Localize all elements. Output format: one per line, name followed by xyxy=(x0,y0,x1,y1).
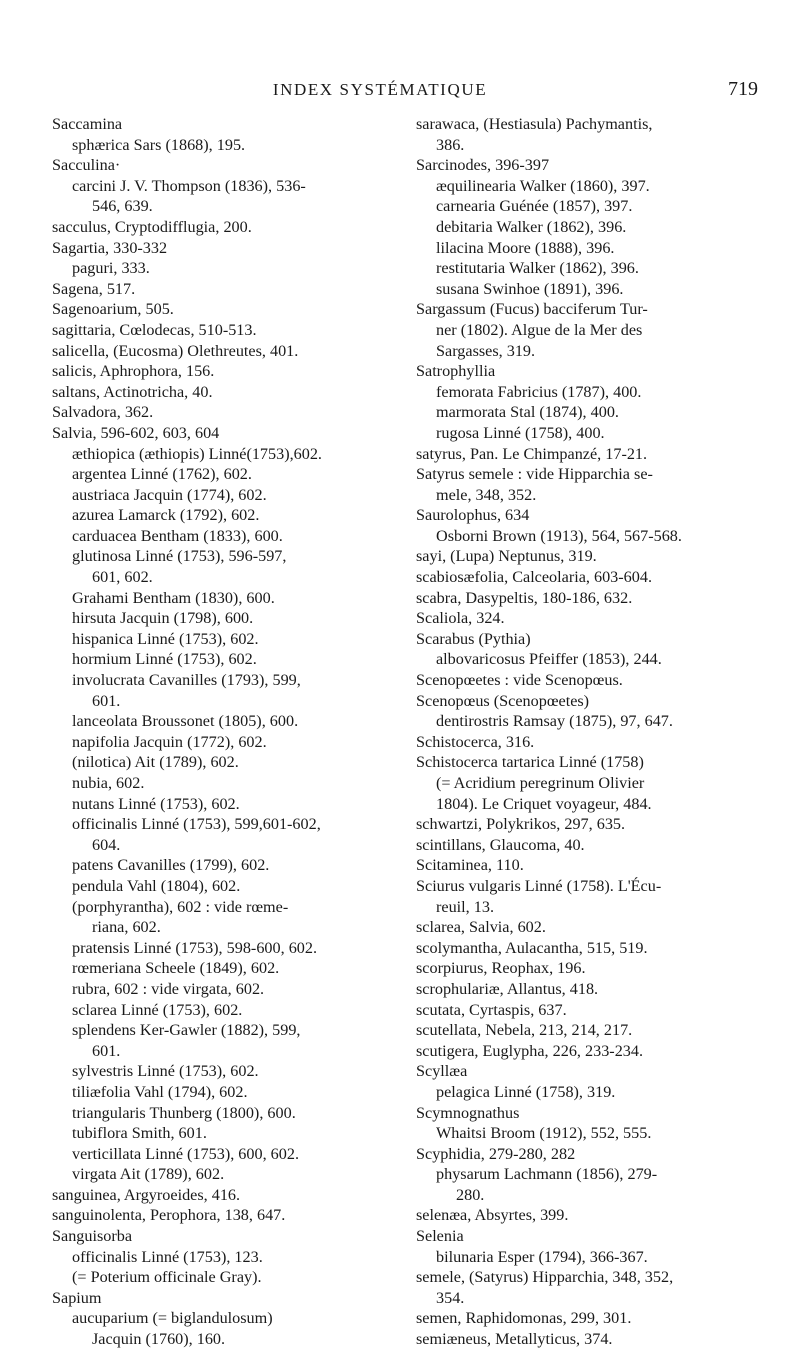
index-entry xyxy=(416,855,784,876)
index-entry xyxy=(52,320,420,341)
index-entry xyxy=(52,1288,420,1309)
index-subentry xyxy=(52,732,420,753)
index-entry-line: ner (1802). Algue de la Mer des xyxy=(436,320,643,339)
index-entry xyxy=(52,382,420,403)
index-entry-line: mele, 348, 352. xyxy=(436,485,537,504)
index-subentry xyxy=(52,485,420,506)
index-subentry xyxy=(52,876,420,897)
index-entry xyxy=(416,691,784,712)
index-entry-line: rugosa Linné (1758), 400. xyxy=(436,423,605,442)
index-subentry xyxy=(52,1082,420,1103)
page-header xyxy=(0,78,800,108)
index-subentry xyxy=(52,1061,420,1082)
index-entry xyxy=(416,876,784,917)
index-entry-line: salicis, Aphrophora, 156. xyxy=(52,362,215,381)
index-entry-line: dentirostris Ramsay (1875), 97, 647. xyxy=(436,712,673,731)
index-entry xyxy=(416,979,784,1000)
index-entry-line: Salvadora, 362. xyxy=(52,403,154,422)
index-entry-line: salicella, (Eucosma) Olethreutes, 401. xyxy=(52,341,299,360)
index-entry xyxy=(52,1226,420,1247)
index-subentry xyxy=(52,773,420,794)
index-entry-line: Whaitsi Broom (1912), 552, 555. xyxy=(436,1124,652,1143)
index-subentry xyxy=(52,752,420,773)
index-entry-line: sacculus, Cryptodifflugia, 200. xyxy=(52,217,252,236)
index-subentry xyxy=(52,526,420,547)
index-entry-line: Saccamina xyxy=(52,115,123,133)
index-entry xyxy=(416,1267,784,1308)
index-entry-line: semiæneus, Metallyticus, 374. xyxy=(416,1330,613,1349)
index-subentry xyxy=(52,855,420,876)
index-entry-line: Sanguisorba xyxy=(52,1227,133,1246)
index-entry-line: virgata Ait (1789), 602. xyxy=(72,1165,225,1184)
index-entry-line: Sargasses, 319. xyxy=(436,341,536,360)
index-entry-line: semele, (Satyrus) Hipparchia, 348, 352, xyxy=(416,1268,674,1287)
index-entry xyxy=(52,361,420,382)
index-entry-line: rœmeriana Scheele (1849), 602. xyxy=(72,959,280,978)
index-subentry xyxy=(416,1123,784,1144)
index-entry xyxy=(416,588,784,609)
index-entry xyxy=(52,114,420,135)
index-entry xyxy=(416,567,784,588)
index-entry-line: æthiopica (æthiopis) Linné(1753),602. xyxy=(72,444,322,463)
index-entry xyxy=(416,114,784,155)
index-entry xyxy=(52,1205,420,1226)
index-entry-line: sarawaca, (Hestiasula) Pachymantis, xyxy=(416,115,653,133)
index-subentry xyxy=(416,258,784,279)
index-entry-line: scutellata, Nebela, 213, 214, 217. xyxy=(416,1021,633,1040)
index-entry-line: Sargassum (Fucus) bacciferum Tur- xyxy=(416,300,648,319)
index-entry-line: Scitaminea, 110. xyxy=(416,856,524,875)
index-entry xyxy=(52,402,420,423)
index-entry-line: nubia, 602. xyxy=(72,774,145,792)
index-entry-line: Schistocerca, 316. xyxy=(416,732,535,751)
index-subentry xyxy=(416,423,784,444)
index-entry-line: Sacculina· xyxy=(52,156,121,175)
index-entry-line: splendens Ker-Gawler (1882), 599, xyxy=(72,1021,301,1040)
index-entry xyxy=(52,341,420,362)
index-entry xyxy=(416,814,784,835)
index-entry-line: (nilotica) Ait (1789), 602. xyxy=(72,753,239,772)
index-entry-line: Osborni Brown (1913), 564, 567-568. xyxy=(436,526,682,545)
index-entry xyxy=(416,1103,784,1124)
index-subentry xyxy=(416,1082,784,1103)
index-entry-line: sanguinea, Argyroeides, 416. xyxy=(52,1185,241,1204)
index-entry xyxy=(416,1041,784,1062)
index-entry-line: saltans, Actinotricha, 40. xyxy=(52,382,213,401)
index-subentry xyxy=(416,402,784,423)
index-entry xyxy=(416,752,784,814)
index-entry-line: (porphyrantha), 602 : vide rœme- xyxy=(72,897,289,916)
index-entry-line: sylvestris Linné (1753), 602. xyxy=(72,1062,259,1081)
index-subentry xyxy=(52,670,420,711)
index-entry-line: Sagartia, 330-332 xyxy=(52,238,168,257)
index-subentry xyxy=(52,505,420,526)
index-entry-line: Saurolophus, 634 xyxy=(416,506,530,525)
index-subentry xyxy=(52,588,420,609)
index-entry xyxy=(416,546,784,567)
index-entry-line: schwartzi, Polykrikos, 297, 635. xyxy=(416,815,626,834)
index-entry xyxy=(416,938,784,959)
index-entry-line: (= Acridium peregrinum Olivier xyxy=(436,774,645,792)
index-subentry xyxy=(416,176,784,197)
index-entry xyxy=(52,299,420,320)
index-entry-line: marmorata Stal (1874), 400. xyxy=(436,403,619,422)
index-entry xyxy=(52,217,420,238)
index-entry xyxy=(416,361,784,382)
index-entry xyxy=(416,505,784,526)
index-entry-line: carnearia Guénée (1857), 397. xyxy=(436,197,633,216)
index-entry-line: satyrus, Pan. Le Chimpanzé, 17-21. xyxy=(416,444,648,463)
index-entry xyxy=(416,1000,784,1021)
index-entry-line: femorata Fabricius (1787), 400. xyxy=(436,382,642,401)
index-entry-line: (= Poterium officinale Gray). xyxy=(72,1268,262,1287)
left-index-column xyxy=(52,114,420,1350)
index-subentry xyxy=(52,1164,420,1185)
index-subentry xyxy=(52,546,420,587)
index-entry-line: Salvia, 596-602, 603, 604 xyxy=(52,423,220,442)
index-entry-line: Scenopœus (Scenopœetes) xyxy=(416,691,590,710)
index-entry xyxy=(416,1329,784,1350)
index-subentry xyxy=(52,1020,420,1061)
index-entry xyxy=(416,1061,784,1082)
index-entry-line: lanceolata Broussonet (1805), 600. xyxy=(72,712,299,731)
index-entry-line: scolymantha, Aulacantha, 515, 519. xyxy=(416,938,648,957)
index-entry-line: scrophulariæ, Allantus, 418. xyxy=(416,979,599,998)
index-entry-line: sanguinolenta, Perophora, 138, 647. xyxy=(52,1206,286,1225)
index-subentry xyxy=(52,464,420,485)
index-subentry xyxy=(416,649,784,670)
index-entry-line: tiliæfolia Vahl (1794), 602. xyxy=(72,1082,248,1101)
index-entry-line: Schistocerca tartarica Linné (1758) xyxy=(416,753,644,772)
page-number: 719 xyxy=(728,78,758,100)
index-entry-line: bilunaria Esper (1794), 366-367. xyxy=(436,1247,648,1266)
index-entry-line: carcini J. V. Thompson (1836), 536- xyxy=(72,176,306,195)
index-entry-line: hispanica Linné (1753), 602. xyxy=(72,629,259,648)
index-entry-line: argentea Linné (1762), 602. xyxy=(72,465,252,484)
index-subentry xyxy=(52,135,420,156)
index-subentry xyxy=(52,258,420,279)
index-entry-line: Satyrus semele : vide Hipparchia se- xyxy=(416,465,653,484)
index-entry-line: Scymnognathus xyxy=(416,1103,520,1122)
index-entry-line: æquilinearia Walker (1860), 397. xyxy=(436,176,650,195)
index-entry-line: scutata, Cyrtaspis, 637. xyxy=(416,1000,567,1019)
index-subentry xyxy=(52,958,420,979)
index-entry-line: Scenopœetes : vide Scenopœus. xyxy=(416,671,623,690)
index-subentry xyxy=(52,1103,420,1124)
index-entry-line: Scaliola, 324. xyxy=(416,609,505,628)
index-subentry xyxy=(416,196,784,217)
index-entry-line: tubiflora Smith, 601. xyxy=(72,1124,207,1143)
index-subentry xyxy=(52,794,420,815)
index-entry-line: 546, 639. xyxy=(92,197,153,216)
index-entry-line: albovaricosus Pfeiffer (1853), 244. xyxy=(436,650,662,669)
index-entry-line: aucuparium (= biglandulosum) xyxy=(72,1309,273,1328)
index-entry-line: Satrophyllia xyxy=(416,362,496,381)
index-entry-line: 604. xyxy=(92,835,121,854)
index-entry xyxy=(416,608,784,629)
index-subentry xyxy=(416,711,784,732)
running-title: INDEX SYSTÉMATIQUE xyxy=(272,80,488,99)
index-entry-line: austriaca Jacquin (1774), 602. xyxy=(72,485,267,504)
index-entry-line: paguri, 333. xyxy=(72,259,150,278)
index-entry-line: rubra, 602 : vide virgata, 602. xyxy=(72,979,265,998)
index-subentry xyxy=(416,217,784,238)
index-subentry xyxy=(52,608,420,629)
index-entry xyxy=(416,1144,784,1165)
index-entry xyxy=(416,1226,784,1247)
index-entry xyxy=(52,1185,420,1206)
index-entry-line: sayi, (Lupa) Neptunus, 319. xyxy=(416,547,597,566)
index-subentry xyxy=(416,382,784,403)
index-entry xyxy=(416,1308,784,1329)
index-entry xyxy=(416,444,784,465)
index-entry-line: verticillata Linné (1753), 600, 602. xyxy=(72,1144,300,1163)
index-subentry xyxy=(52,1308,420,1349)
index-entry-line: 1804). Le Criquet voyageur, 484. xyxy=(436,794,652,813)
index-entry-line: Sapium xyxy=(52,1288,102,1307)
index-entry xyxy=(52,423,420,444)
index-entry-line: scutigera, Euglypha, 226, 233-234. xyxy=(416,1041,644,1060)
index-entry-line: scabra, Dasypeltis, 180-186, 632. xyxy=(416,588,633,607)
index-entry-line: Jacquin (1760), 160. xyxy=(92,1330,226,1349)
index-subentry xyxy=(52,897,420,938)
index-entry-line: glutinosa Linné (1753), 596-597, xyxy=(72,547,287,566)
index-entry-line: azurea Lamarck (1792), 602. xyxy=(72,506,260,525)
index-entry xyxy=(416,1020,784,1041)
index-entry-line: patens Cavanilles (1799), 602. xyxy=(72,856,270,875)
index-entry-line: Scarabus (Pythia) xyxy=(416,629,531,648)
right-index-column xyxy=(416,114,784,1350)
index-entry-line: semen, Raphidomonas, 299, 301. xyxy=(416,1309,632,1328)
index-subentry xyxy=(52,649,420,670)
index-entry-line: Sciurus vulgaris Linné (1758). L'Écu- xyxy=(416,876,662,895)
index-entry-line: Sagenoarium, 505. xyxy=(52,300,174,319)
index-entry-line: riana, 602. xyxy=(92,918,161,937)
index-entry-line: 601, 602. xyxy=(92,568,153,587)
index-entry-line: scintillans, Glaucoma, 40. xyxy=(416,835,585,854)
index-entry-line: 601. xyxy=(92,1041,121,1060)
index-entry-line: pratensis Linné (1753), 598-600, 602. xyxy=(72,938,318,957)
index-entry-line: sclarea, Salvia, 602. xyxy=(416,918,546,937)
index-subentry xyxy=(52,1144,420,1165)
index-subentry xyxy=(52,938,420,959)
index-entry-line: sclarea Linné (1753), 602. xyxy=(72,1000,243,1019)
index-entry-line: 354. xyxy=(436,1288,465,1307)
index-entry xyxy=(416,732,784,753)
index-entry-line: physarum Lachmann (1856), 279- xyxy=(436,1165,658,1184)
index-entry xyxy=(416,299,784,361)
index-entry-line: scabiosæfolia, Calceolaria, 603-604. xyxy=(416,568,652,587)
index-entry-line: carduacea Bentham (1833), 600. xyxy=(72,526,283,545)
index-entry-line: lilacina Moore (1888), 396. xyxy=(436,238,615,257)
index-entry-line: pendula Vahl (1804), 602. xyxy=(72,876,241,895)
index-entry xyxy=(416,835,784,856)
index-entry xyxy=(416,155,784,176)
index-subentry xyxy=(52,711,420,732)
index-subentry xyxy=(416,1164,784,1205)
index-subentry xyxy=(416,279,784,300)
index-subentry xyxy=(52,629,420,650)
index-entry-line: triangularis Thunberg (1800), 600. xyxy=(72,1103,296,1122)
index-entry-line: 280. xyxy=(456,1185,485,1204)
index-entry-line: officinalis Linné (1753), 599,601-602, xyxy=(72,815,321,834)
index-subentry xyxy=(52,444,420,465)
index-entry-line: 386. xyxy=(436,135,465,154)
index-subentry xyxy=(52,979,420,1000)
index-entry-line: Selenia xyxy=(416,1227,464,1246)
index-entry-line: hormium Linné (1753), 602. xyxy=(72,650,257,669)
index-entry-line: sphærica Sars (1868), 195. xyxy=(72,135,246,154)
index-entry-line: nutans Linné (1753), 602. xyxy=(72,794,240,813)
index-entry xyxy=(416,1205,784,1226)
index-entry xyxy=(416,917,784,938)
index-subentry xyxy=(52,1123,420,1144)
index-entry-line: involucrata Cavanilles (1793), 599, xyxy=(72,671,301,690)
index-entry-line: 601. xyxy=(92,691,121,710)
index-entry xyxy=(416,629,784,650)
index-subentry xyxy=(416,526,784,547)
index-entry-line: sagittaria, Cœlodecas, 510-513. xyxy=(52,320,257,339)
index-entry-line: Sarcinodes, 396-397 xyxy=(416,156,550,175)
index-subentry xyxy=(52,1247,420,1268)
index-entry-line: debitaria Walker (1862), 396. xyxy=(436,217,627,236)
index-entry xyxy=(52,279,420,300)
index-entry-line: Scyllæa xyxy=(416,1062,468,1081)
index-subentry xyxy=(52,176,420,217)
index-subentry xyxy=(416,1247,784,1268)
index-entry-line: restitutaria Walker (1862), 396. xyxy=(436,259,639,278)
index-entry-line: Sagena, 517. xyxy=(52,279,136,298)
index-entry xyxy=(416,958,784,979)
index-entry xyxy=(52,238,420,259)
index-entry-line: hirsuta Jacquin (1798), 600. xyxy=(72,609,254,628)
index-entry-line: reuil, 13. xyxy=(436,897,494,916)
index-subentry xyxy=(52,814,420,855)
index-subentry xyxy=(52,1000,420,1021)
index-entry-line: selenæa, Absyrtes, 399. xyxy=(416,1206,569,1225)
index-entry-line: scorpiurus, Reophax, 196. xyxy=(416,959,586,978)
index-entry-line: napifolia Jacquin (1772), 602. xyxy=(72,732,267,751)
index-subentry xyxy=(416,238,784,259)
index-entry-line: Grahami Bentham (1830), 600. xyxy=(72,588,275,607)
index-entry-line: Scyphidia, 279-280, 282 xyxy=(416,1144,576,1163)
index-entry-line: officinalis Linné (1753), 123. xyxy=(72,1247,263,1266)
index-entry-line: susana Swinhoe (1891), 396. xyxy=(436,279,624,298)
index-entry xyxy=(416,464,784,505)
index-subentry xyxy=(52,1267,420,1288)
index-entry-line: pelagica Linné (1758), 319. xyxy=(436,1082,616,1101)
index-entry xyxy=(416,670,784,691)
index-entry xyxy=(52,155,420,176)
